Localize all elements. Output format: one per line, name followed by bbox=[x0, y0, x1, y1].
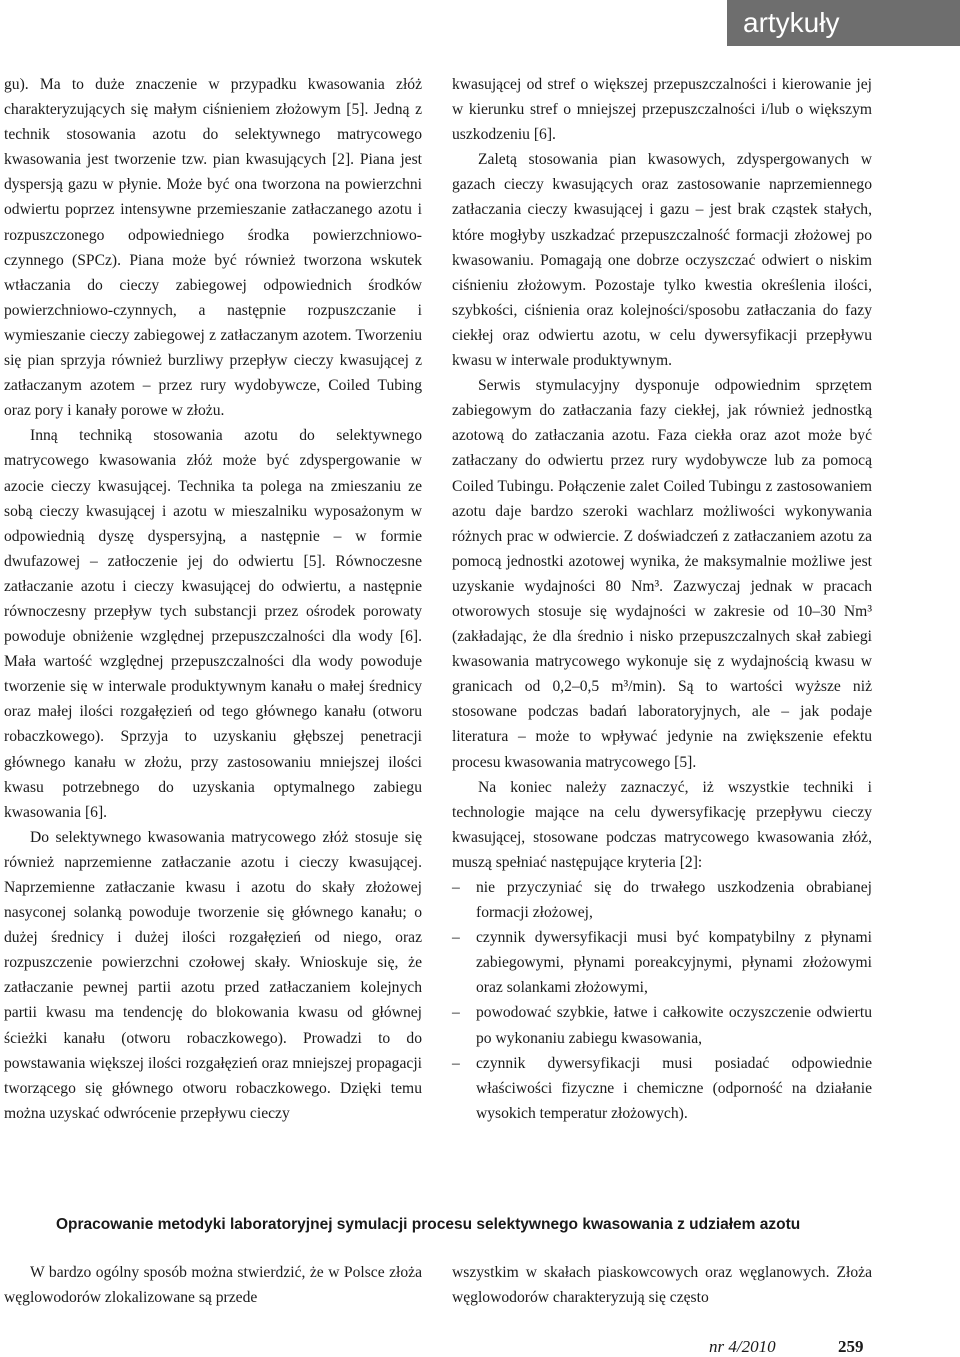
paragraph: W bardzo ogólny sposób można stwierdzić, że w Polsce złoża węglowodorów zlokalizowane są przede bbox=[4, 1264, 422, 1306]
paragraph: Inną techniką stosowania azotu do selektywnego matrycowego kwasowania złóż może być zdyspergowanie w azocie cieczy kwasującej. Technika ta polega na zmieszaniu ze sobą cieczy kwasującej i azotu w mieszalniku wyposażonym w odpowiednią dyszę dyspersyjną, a następnie – w formie dwufazowej – zatłoczenie jej do odwiertu [5]. Równoczesne zatłaczanie azotu i cieczy kwasującej do odwiertu, a następnie równoczesny przepływ tych substancji przez ośrodek porowaty powoduje obniżenie względnej przepuszczalności dla wody [6]. Mała wartość względnej przepuszczalności dla wody powoduje tworzenie się w interwale produktywnym kanału o małej średnicy oraz małej ilości rozgałęzień od tego głównego kanału (otworu robaczkowego). Sprzyja to uzyskaniu głębszej penetracji głównego kanału w złożu, przy zastosowaniu mniejszej ilości kwasu potrzebnego do uzyskania optymalnego zabiegu kwasowania [6]. bbox=[4, 427, 422, 821]
paragraph: Do selektywnego kwasowania matrycowego złóż stosuje się również naprzemienne zatłaczanie azotu i cieczy kwasującej. Naprzemienne zatłaczanie kwasu i azotu do skały złożowej nasyconej solanką powoduje tworzenie się głównego kanału; o dużej średnicy i dużej ilości rozgałęzień od niego, oraz rozpuszczenie powierzchni czołowej skały. Wnioskuje się, że zatłaczanie pewnej partii azotu przed zatłaczaniem kolejnych partii kwasu ma tendencję do blokowania kwasu od głównej ścieżki kanału (otworu robaczkowego). Prowadzi to do powstawania większej ilości rozgałęzień oraz mniejszej propagacji tworzącego się głównego otworu robaczkowego. Dzięki temu można uzyskać odwrócenie przepływu cieczy bbox=[4, 828, 422, 1122]
section-heading: Opracowanie metodyki laboratoryjnej symulacji procesu selektywnego kwasowania z udziałem azotu bbox=[56, 1216, 801, 1233]
page-number: 259 bbox=[838, 1337, 864, 1356]
issue-number: nr 4/2010 bbox=[709, 1337, 776, 1356]
right-column bbox=[452, 72, 872, 1126]
paragraph: Na koniec należy zaznaczyć, iż wszystkie techniki i technologie mające na celu dywersyfikację przepływu cieczy kwasującej, stosowane podczas matrycowego kwasowania złóż, muszą spełniać następujące kryteria [2]: bbox=[452, 778, 872, 871]
list-item: – czynnik dywersyfikacji musi być kompatybilny z płynami zabiegowymi, płynami poreakcyjnymi, płynami złożowymi oraz solankami złożowymi, bbox=[452, 925, 872, 1000]
list-item: – nie przyczyniać się do trwałego uszkodzenia obrabianej formacji złożowej, bbox=[452, 875, 872, 925]
paragraph: kwasującej od stref o większej przepuszczalności i kierowanie jej w kierunku stref o mniejszej przepuszczalności i/lub o większym uszkodzeniu [6]. bbox=[452, 76, 872, 144]
left-column bbox=[4, 72, 422, 1126]
bottom-left-column bbox=[4, 1260, 422, 1310]
section-label: artykuły bbox=[727, 0, 960, 46]
paragraph: Serwis stymulacyjny dysponuje odpowiednim sprzętem zabiegowym do zatłaczania fazy ciekłej, jak również jednostką azotową do zatłaczania azotu. Faza ciekła oraz azot może być zatłaczany do odwiertu przez rury wydobywcze lub za pomocą Coiled Tubingu. Połączenie zalet Coiled Tubingu z zastosowaniem azotu daje bardzo szeroki wachlarz możliwości wykonywania różnych prac w odwiercie. Z doświadczeń z zatłaczaniem azotu za pomocą jednostki azotowej wynika, że maksymalnie możliwe jest uzyskanie wydajności 80 Nm³. Zazwyczaj jednak w pracach otworowych stosuje się wydajności w zakresie od 10–30 Nm³ (zakładając, że dla średnio i nisko przepuszczalnych skał zabiegi kwasowania matrycowego wykonuje się z wydajnością kwasu w granicach od 0,2–0,5 m³/min). Są to wartości wyższe niż stosowane podczas badań laboratoryjnych, ale – jak podaje literatura – może to wpływać jedynie na zwiększenie efektu procesu kwasowania matrycowego [5]. bbox=[452, 377, 872, 771]
list-item: – powodować szybkie, łatwe i całkowite oczyszczenie odwiertu po wykonaniu zabiegu kwasowania, bbox=[452, 1000, 872, 1050]
criteria-list bbox=[452, 875, 872, 1126]
paragraph: gu). Ma to duże znaczenie w przypadku kwasowania złóż charakteryzujących się małym ciśnieniem złożowym [5]. Jedną z technik stosowania azotu do selektywnego matrycowego kwasowania jest tworzenie tzw. pian kwasujących [2]. Piana jest dyspersją gazu w płynie. Może być ona tworzona na powierzchni odwiertu poprzez intensywne przemieszanie zatłaczanego azotu i rozpuszczonego odpowiedniego środka powierzchniowo-czynnego (SPCz). Piana może być również tworzona wskutek wtłaczania do cieczy zabiegowej odpowiednich środków powierzchniowo-czynnych, a następnie rozpuszczanie i wymieszanie cieczy zabiegowej z zatłaczanym azotem. Tworzeniu się pian sprzyja również burzliwy przepływ cieczy kwasującej z zatłaczanym azotem – przez rury wydobywcze, Coiled Tubing oraz pory i kanały porowe w złożu. bbox=[4, 76, 422, 420]
list-item: – czynnik dywersyfikacji musi posiadać odpowiednie właściwości fizyczne i chemiczne (odporność na działanie wysokich temperatur złożowych). bbox=[452, 1051, 872, 1126]
paragraph: wszystkim w skałach piaskowcowych oraz węglanowych. Złoża węglowodorów charakteryzują się często bbox=[452, 1264, 872, 1306]
paragraph: Zaletą stosowania pian kwasowych, zdyspergowanych w gazach cieczy kwasujących oraz zastosowanie naprzemiennego zatłaczania cieczy kwasującej i gazu – jest brak cząstek stałych, które mogłyby uszkadzać przepuszczalność formacji złożowej po kwasowaniu. Pomagają one dobrze oczyszczać odwiert o niskim ciśnieniu złożowym. Pozostaje tylko kwestia określenia ilości, szybkości, ciśnienia oraz kolejności/sposobu zatłaczania do fazy ciekłej oraz odwiertu azotu, w celu dywersyfikacji przepływu kwasu w interwale produktywnym. bbox=[452, 151, 872, 370]
bottom-right-column bbox=[452, 1260, 872, 1310]
